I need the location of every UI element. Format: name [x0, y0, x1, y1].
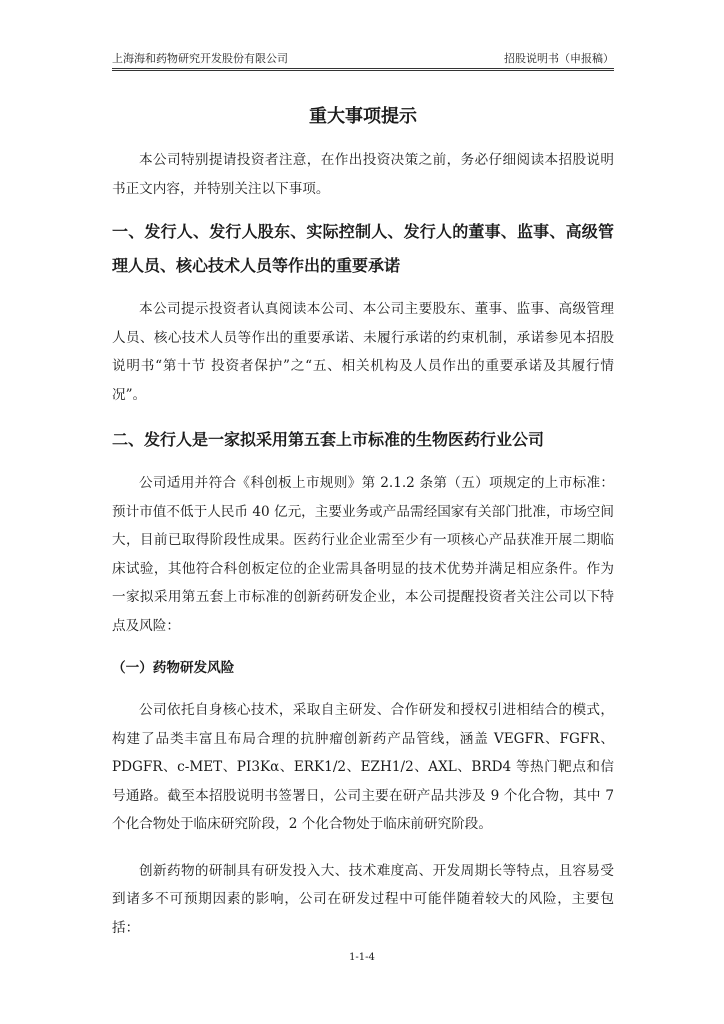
header-document-type: 招股说明书（申报稿）	[504, 52, 614, 65]
section-1-heading: 一、发行人、发行人股东、实际控制人、发行人的董事、监事、高级管理人员、核心技术人员等作出的重要承诺	[112, 222, 614, 275]
intro-paragraph: 本公司特别提请投资者注意，在作出投资决策之前，务必仔细阅读本招股说明书正文内容，并特别关注以下事项。	[112, 152, 614, 197]
page-header	[112, 50, 614, 68]
section-2-heading: 二、发行人是一家拟采用第五套上市标准的生物医药行业公司	[112, 430, 545, 449]
header-rule-secondary	[112, 70, 614, 71]
subsection-1-paragraph-2: 创新药物的研制具有研发投入大、技术难度高、开发周期长等特点，且容易受到诸多不可预期因素的影响，公司在研发过程中可能伴随着较大的风险，主要包括：	[112, 862, 614, 936]
header-company-name: 上海海和药物研究开发股份有限公司	[112, 52, 288, 65]
header-rule	[112, 68, 614, 69]
subsection-1-paragraph-1: 公司依托自身核心技术，采取自主研发、合作研发和授权引进相结合的模式，构建了品类丰富且布局合理的抗肿瘤创新药产品管线，涵盖 VEGFR、FGFR、PDGFR、c-MET、PI3Kα、ERK1/2、EZH1/2、AXL、BRD4 等热门靶点和信号通路。截至本招股说明书签署日，公司主要在研产品共涉及 9 个化合物，其中 7 个化合物处于临床研究阶段，2 个化合物处于临床前研究阶段。	[112, 702, 614, 832]
page-title: 重大事项提示	[309, 106, 417, 127]
page-content	[112, 104, 614, 942]
subsection-1-heading: （一）药物研发风险	[112, 660, 235, 676]
section-1-paragraph: 本公司提示投资者认真阅读本公司、本公司主要股东、董事、监事、高级管理人员、核心技术人员等作出的重要承诺、未履行承诺的约束机制，承诺参见本招股说明书“第十节 投资者保护”之“五、相关机构及人员作出的重要承诺及其履行情况”。	[112, 301, 614, 403]
page-number: 1-1-4	[349, 952, 375, 963]
section-2-paragraph: 公司适用并符合《科创板上市规则》第 2.1.2 条第（五）项规定的上市标准：预计市值不低于人民币 40 亿元，主要业务或产品需经国家有关部门批准，市场空间大，目前已取得阶段性成果。医药行业企业需至少有一项核心产品获准开展二期临床试验，其他符合科创板定位的企业需具备明显的技术优势并满足相应条件。作为一家拟采用第五套上市标准的创新药研发企业，本公司提醒投资者关注公司以下特点及风险：	[112, 475, 614, 634]
